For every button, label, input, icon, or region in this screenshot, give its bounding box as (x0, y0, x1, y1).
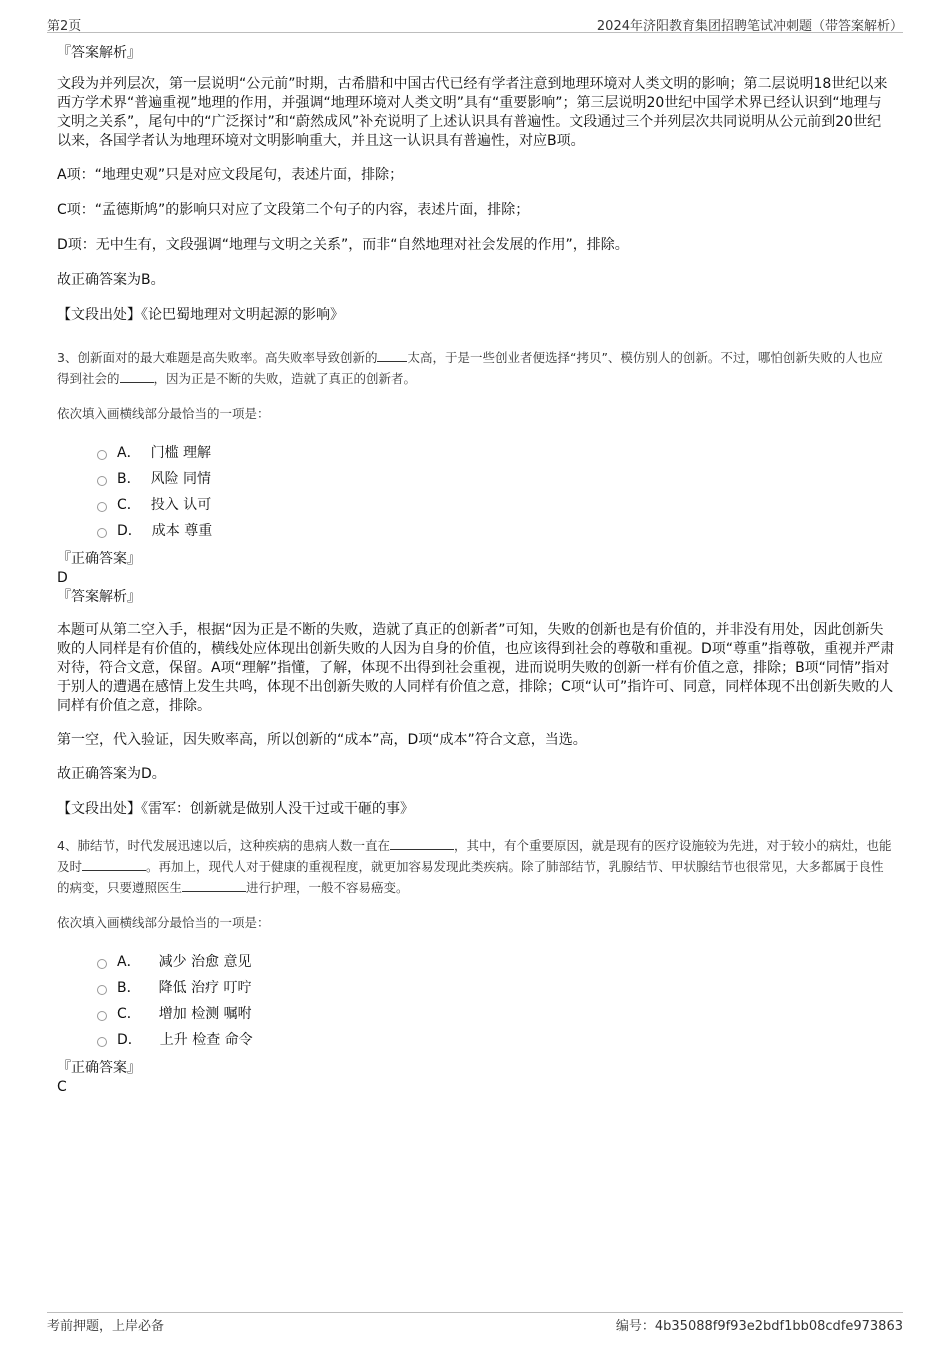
analysis-paragraph: 本题可从第二空入手，根据“因为正是不断的失败，造就了真正的创新者”可知，失败的创新也是有价值的，并非没有用处，因此创新失败的人同样是有价值的，横线处应体现出创新失败的人因为自身的价值，也应该得到社会的尊敬和重视。D项“尊重”指尊敬，重视并严肃对待，符合文意，保留。A项“理解”指懂，了解，体现不出得到社会重视，进而说明失败的创新一样有价值之意，排除；B项“同情”指对于别人的遭遇在感情上发生共鸣，体现不出创新失败的人同样有价值之意，排除；C项“认可”指许可、同意，同样体现不出创新失败的人同样有价值之意，排除。 (57, 622, 895, 714)
radio-icon[interactable] (97, 450, 107, 460)
analysis-option-c: C项：“孟德斯鸠”的影响只对应了文段第二个句子的内容，表述片面，排除； (57, 202, 530, 218)
radio-icon[interactable] (97, 1037, 107, 1047)
page-number: 第2页 (47, 19, 82, 34)
document-title: 2024年济阳教育集团招聘笔试冲刺题（带答案解析） (596, 19, 903, 34)
option-list (97, 949, 895, 1053)
radio-icon[interactable] (97, 502, 107, 512)
passage-source: 【文段出处】《论巴蜀地理对文明起源的影响》 (57, 307, 344, 323)
question-stem: 3、创新面对的最大难题是高失败率。高失败率导致创新的 太高，于是一些创业者便选择“拷贝”、模仿别人的创新。不过，哪怕创新失败的人也应得到社会的 ，因为正是不断的失败，造就了真正的创新者。 (57, 350, 883, 386)
answer-blank (390, 837, 454, 850)
radio-icon[interactable] (97, 476, 107, 486)
analysis-option-d: D项：无中生有，文段强调“地理与文明之关系”，而非“自然地理对社会发展的作用”，排除。 (57, 237, 629, 253)
question-stem: 4、肺结节，时代发展迅速以后，这种疾病的患病人数一直在 ，其中，有个重要原因，就是现有的医疗设施较为先进，对于较小的病灶，也能及时 。再加上，现代人对于健康的重视程度，就更加容易发现此类疾病。除了肺部结节，乳腺结节、甲状腺结节也很常见，大多都属于良性的病变，只要遵照医生 进行护理，一般不容易癌变。 (57, 838, 892, 895)
question-prompt: 依次填入画横线部分最恰当的一项是： (57, 406, 270, 421)
analysis-label: 『答案解析』 (57, 45, 141, 61)
correct-answer: C (57, 1079, 67, 1095)
question-2-analysis (57, 44, 895, 325)
question-4 (57, 835, 895, 1097)
question-prompt: 依次填入画横线部分最恰当的一项是： (57, 915, 270, 930)
document-id: 编号：4b35088f9f93e2bdf1bb08cdfe973863 (615, 1319, 903, 1334)
option-a[interactable]: A． 减少 治愈 意见 (97, 949, 895, 975)
answer-blank (82, 858, 146, 871)
analysis-option-a: A项：“地理史观”只是对应文段尾句，表述片面，排除； (57, 167, 404, 183)
analysis-paragraph: 文段为并列层次，第一层说明“公元前”时期，古希腊和中国古代已经有学者注意到地理环境对人类文明的影响；第二层说明18世纪以来西方学术界“普遍重视”地理的作用，并强调“地理环境对人类文明”具有“重要影响”；第三层说明20世纪中国学术界已经认识到“地理与文明之关系”，尾句中的“广泛探讨”和“蔚然成风”补充说明了上述认识具有普遍性。文段通过三个并列层次共同说明从公元前到20世纪以来，各国学者认为地理环境对文明影响重大，并且这一认识具有普遍性，对应B项。 (57, 76, 888, 149)
option-d[interactable]: D． 成本 尊重 (97, 518, 895, 544)
radio-icon[interactable] (97, 528, 107, 538)
page-header (47, 14, 903, 33)
question-3 (57, 347, 895, 819)
correct-answer: D (57, 570, 68, 586)
answer-blank (120, 370, 154, 383)
analysis-paragraph-2: 第一空，代入验证，因失败率高，所以创新的“成本”高，D项“成本”符合文意，当选。 (57, 732, 587, 748)
analysis-conclusion: 故正确答案为D。 (57, 766, 166, 782)
radio-icon[interactable] (97, 959, 107, 969)
page-content (57, 44, 895, 1097)
option-list (97, 440, 895, 544)
correct-answer-label: 『正确答案』 (57, 551, 141, 567)
passage-source: 【文段出处】《雷军：创新就是做别人没干过或干砸的事》 (57, 801, 414, 817)
page-footer (47, 1312, 903, 1333)
answer-blank (182, 879, 246, 892)
answer-blank (377, 349, 407, 362)
analysis-label: 『答案解析』 (57, 589, 141, 605)
analysis-conclusion: 故正确答案为B。 (57, 272, 165, 288)
option-d[interactable]: D． 上升 检查 命令 (97, 1027, 895, 1053)
radio-icon[interactable] (97, 985, 107, 995)
option-c[interactable]: C． 增加 检测 嘱咐 (97, 1001, 895, 1027)
footer-slogan: 考前押题，上岸必备 (47, 1319, 165, 1334)
option-b[interactable]: B． 降低 治疗 叮咛 (97, 975, 895, 1001)
option-b[interactable]: B． 风险 同情 (97, 466, 895, 492)
option-a[interactable]: A． 门槛 理解 (97, 440, 895, 466)
option-c[interactable]: C． 投入 认可 (97, 492, 895, 518)
radio-icon[interactable] (97, 1011, 107, 1021)
correct-answer-label: 『正确答案』 (57, 1060, 141, 1076)
